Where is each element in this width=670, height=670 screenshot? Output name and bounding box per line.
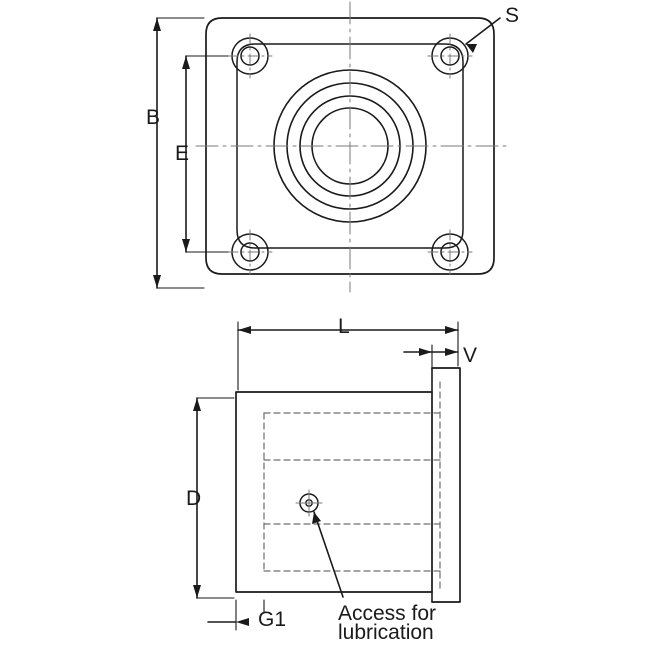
lubrication-note-line1: Access for — [338, 602, 437, 625]
lubrication-note-line2: lubrication — [338, 621, 434, 644]
dimension-label-L: L — [338, 315, 350, 338]
dimension-label-G1: G1 — [258, 608, 287, 631]
lubrication-hole — [296, 490, 322, 516]
dimension-label-D: D — [186, 487, 202, 510]
dimension-V — [404, 345, 458, 368]
dimension-label-S: S — [505, 4, 520, 27]
side-view-outline — [236, 368, 460, 602]
lubrication-leader — [312, 512, 343, 597]
lubrication-note — [338, 604, 436, 642]
dimension-label-V: V — [463, 344, 478, 367]
dimension-label-B: B — [146, 106, 161, 129]
dimension-label-E: E — [175, 142, 190, 165]
side-view-hidden-lines — [264, 382, 440, 592]
dimension-S-leader — [466, 18, 500, 53]
